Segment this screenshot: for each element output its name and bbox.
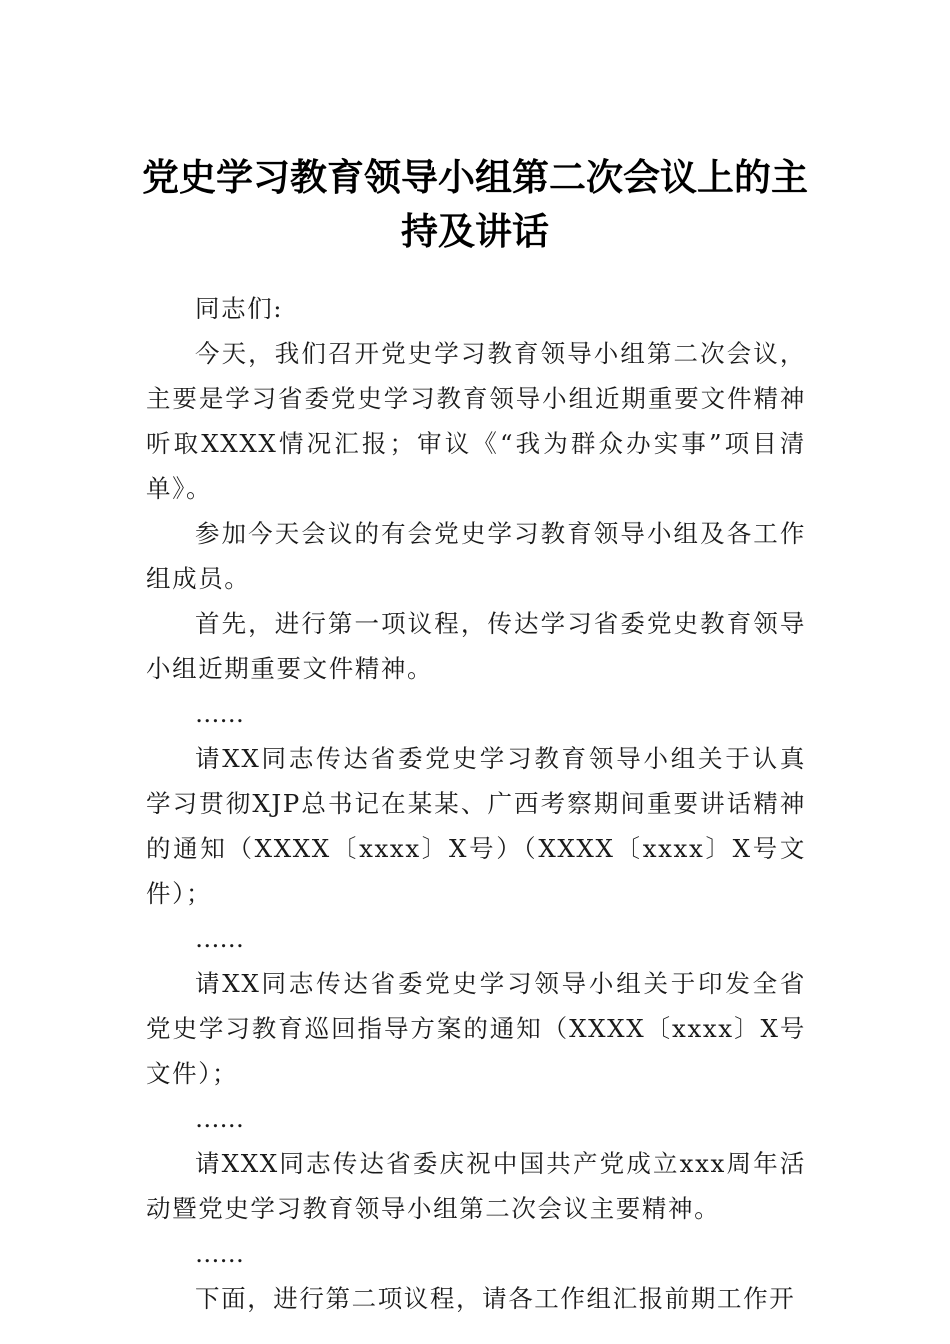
ellipsis: ……	[195, 1104, 244, 1133]
paragraph-notice-2: 请XX同志传达省委党史学习领导小组关于印发全省党史学习教育巡回指导方案的通知（XXXX〔xxxx〕X号文件）；	[146, 969, 806, 1088]
title-line-1: 党史学习教育领导小组第二次会议上的主	[142, 155, 808, 199]
paragraph-opening: 今天，我们召开党史学习教育领导小组第二次会议，主要是学习省委党史学习教育领导小组近期重要文件精神听取XXXX情况汇报；审议《“我为群众办实事”项目清单》。	[146, 339, 806, 503]
title-line-2: 持及讲话	[401, 209, 549, 253]
document-title	[0, 150, 950, 258]
ellipsis: ……	[195, 1239, 244, 1268]
document-body	[146, 286, 806, 1321]
ellipsis: ……	[195, 924, 244, 953]
salutation: 同志们:	[195, 294, 284, 323]
paragraph-notice-3: 请XXX同志传达省委庆祝中国共产党成立xxx周年活动暨党史学习教育领导小组第二次会议主要精神。	[146, 1149, 806, 1223]
paragraph-agenda-2: 下面，进行第二项议程，请各工作组汇报前期工作开	[195, 1284, 796, 1313]
paragraph-notice-1: 请XX同志传达省委党史学习教育领导小组关于认真学习贯彻XJP总书记在某某、广西考察期间重要讲话精神的通知（XXXX〔xxxx〕X号）（XXXX〔xxxx〕X号文件）；	[146, 744, 806, 908]
ellipsis: ……	[195, 699, 244, 728]
paragraph-agenda-1: 首先，进行第一项议程，传达学习省委党史教育领导小组近期重要文件精神。	[146, 609, 806, 683]
paragraph-attendees: 参加今天会议的有会党史学习教育领导小组及各工作组成员。	[146, 519, 806, 593]
